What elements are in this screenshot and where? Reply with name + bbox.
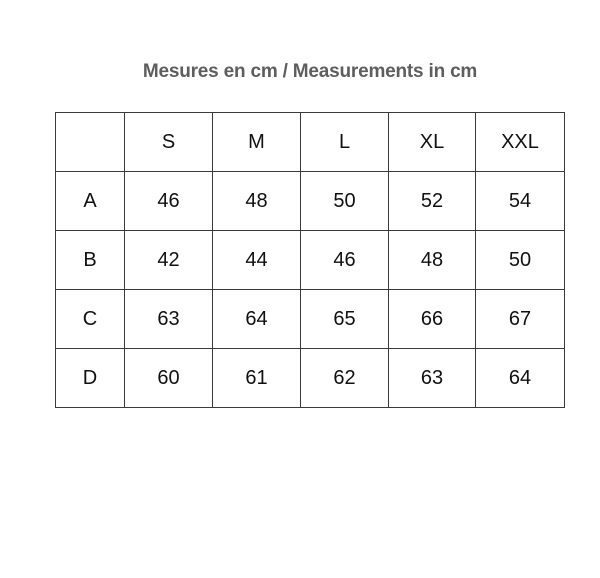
table-cell: 64 <box>476 349 565 408</box>
table-row <box>56 231 565 290</box>
table-cell: 66 <box>389 290 476 349</box>
table-cell: 63 <box>125 290 213 349</box>
table-row <box>56 290 565 349</box>
table-cell: 50 <box>301 172 389 231</box>
page-title: Mesures en cm / Measurements in cm <box>142 61 478 82</box>
table-cell: 54 <box>476 172 565 231</box>
size-chart-table <box>55 112 565 408</box>
column-header-m: M <box>213 113 301 172</box>
column-header-xl: XL <box>389 113 476 172</box>
table-cell: 52 <box>389 172 476 231</box>
table-cell: 67 <box>476 290 565 349</box>
table-cell: 50 <box>476 231 565 290</box>
column-header-s: S <box>125 113 213 172</box>
table-cell: 46 <box>125 172 213 231</box>
table-cell: 48 <box>213 172 301 231</box>
table-cell: 46 <box>301 231 389 290</box>
table-header-row <box>56 113 565 172</box>
row-header-d: D <box>56 349 125 408</box>
table-cell: 61 <box>213 349 301 408</box>
table-cell: 63 <box>389 349 476 408</box>
column-header-xxl: XXL <box>476 113 565 172</box>
table-corner-cell <box>56 113 125 172</box>
column-header-l: L <box>301 113 389 172</box>
row-header-b: B <box>56 231 125 290</box>
row-header-c: C <box>56 290 125 349</box>
row-header-a: A <box>56 172 125 231</box>
table-cell: 60 <box>125 349 213 408</box>
table-row <box>56 172 565 231</box>
table-cell: 65 <box>301 290 389 349</box>
table-cell: 62 <box>301 349 389 408</box>
table-row <box>56 349 565 408</box>
table-cell: 42 <box>125 231 213 290</box>
table-cell: 48 <box>389 231 476 290</box>
table-cell: 64 <box>213 290 301 349</box>
table-cell: 44 <box>213 231 301 290</box>
